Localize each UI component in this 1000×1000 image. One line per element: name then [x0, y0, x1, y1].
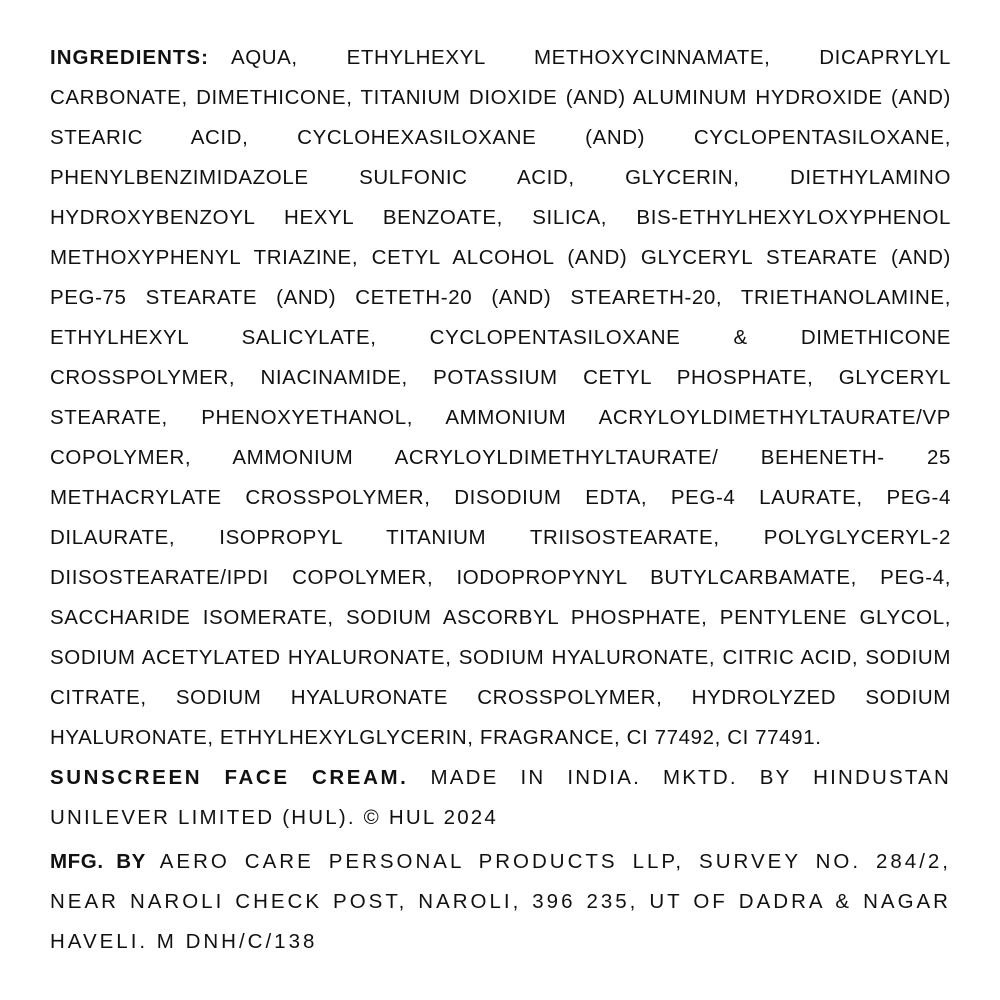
ingredients-heading: INGREDIENTS: [50, 46, 209, 69]
ingredients-paragraph [50, 38, 951, 758]
product-label-panel [50, 38, 951, 962]
marketing-text: MADE IN INDIA. MKTD. BY HINDUSTAN UNILEVER LIMITED (HUL). © HUL 2024 [50, 766, 951, 829]
product-name: SUNSCREEN FACE CREAM. [50, 766, 409, 789]
manufacturer-address: AERO CARE PERSONAL PRODUCTS LLP, SURVEY NO. 284/2, NEAR NAROLI CHECK POST, NAROLI, 396 235, UT OF DADRA & NAGAR HAVELI. M DNH/C/138 [50, 850, 951, 953]
ingredients-list: AQUA, ETHYLHEXYL METHOXYCINNAMATE, DICAPRYLYL CARBONATE, DIMETHICONE, TITANIUM DIOXIDE (AND) ALUMINUM HYDROXIDE (AND) STEARIC ACID, CYCLOHEXASILOXANE (AND) CYCLOPENTASILOXANE, PHENYLBENZIMIDAZOLE SULFONIC ACID, GLYCERIN, DIETHYLAMINO HYDROXYBENZOYL HEXYL BENZOATE, SILICA, BIS-ETHYLHEXYLOXYPHENOL METHOXYPHENYL TRIAZINE, CETYL ALCOHOL (AND) GLYCERYL STEARATE (AND) PEG-75 STEARATE (AND) CETETH-20 (AND) STEARETH-20, TRIETHANOLAMINE, ETHYLHEXYL SALICYLATE, CYCLOPENTASILOXANE & DIMETHICONE CROSSPOLYMER, NIACINAMIDE, POTASSIUM CETYL PHOSPHATE, GLYCERYL STEARATE, PHENOXYETHANOL, AMMONIUM ACRYLOYLDIMETHYLTAURATE/VP COPOLYMER, AMMONIUM ACRYLOYLDIMETHYLTAURATE/ BEHENETH- 25 METHACRYLATE CROSSPOLYMER, DISODIUM EDTA, PEG-4 LAURATE, PEG-4 DILAURATE, ISOPROPYL TITANIUM TRIISOSTEARATE, POLYGLYCERYL-2 DIISOSTEARATE/IPDI COPOLYMER, IODOPROPYNYL BUTYLCARBAMATE, PEG-4, SACCHARIDE ISOMERATE, SODIUM ASCORBYL PHOSPHATE, PENTYLENE GLYCOL, SODIUM ACETYLATED HYALURONATE, SODIUM HYALURONATE, CITRIC ACID, SODIUM CITRATE, SODIUM HYALURONATE CROSSPOLYMER, HYDROLYZED SODIUM HYALURONATE, ETHYLHEXYLGLYCERIN, FRAGRANCE, CI 77492, CI 77491. [50, 46, 951, 749]
manufacturer-label: MFG. BY [50, 850, 146, 873]
manufacturer-paragraph [50, 842, 951, 962]
marketing-paragraph [50, 758, 951, 838]
